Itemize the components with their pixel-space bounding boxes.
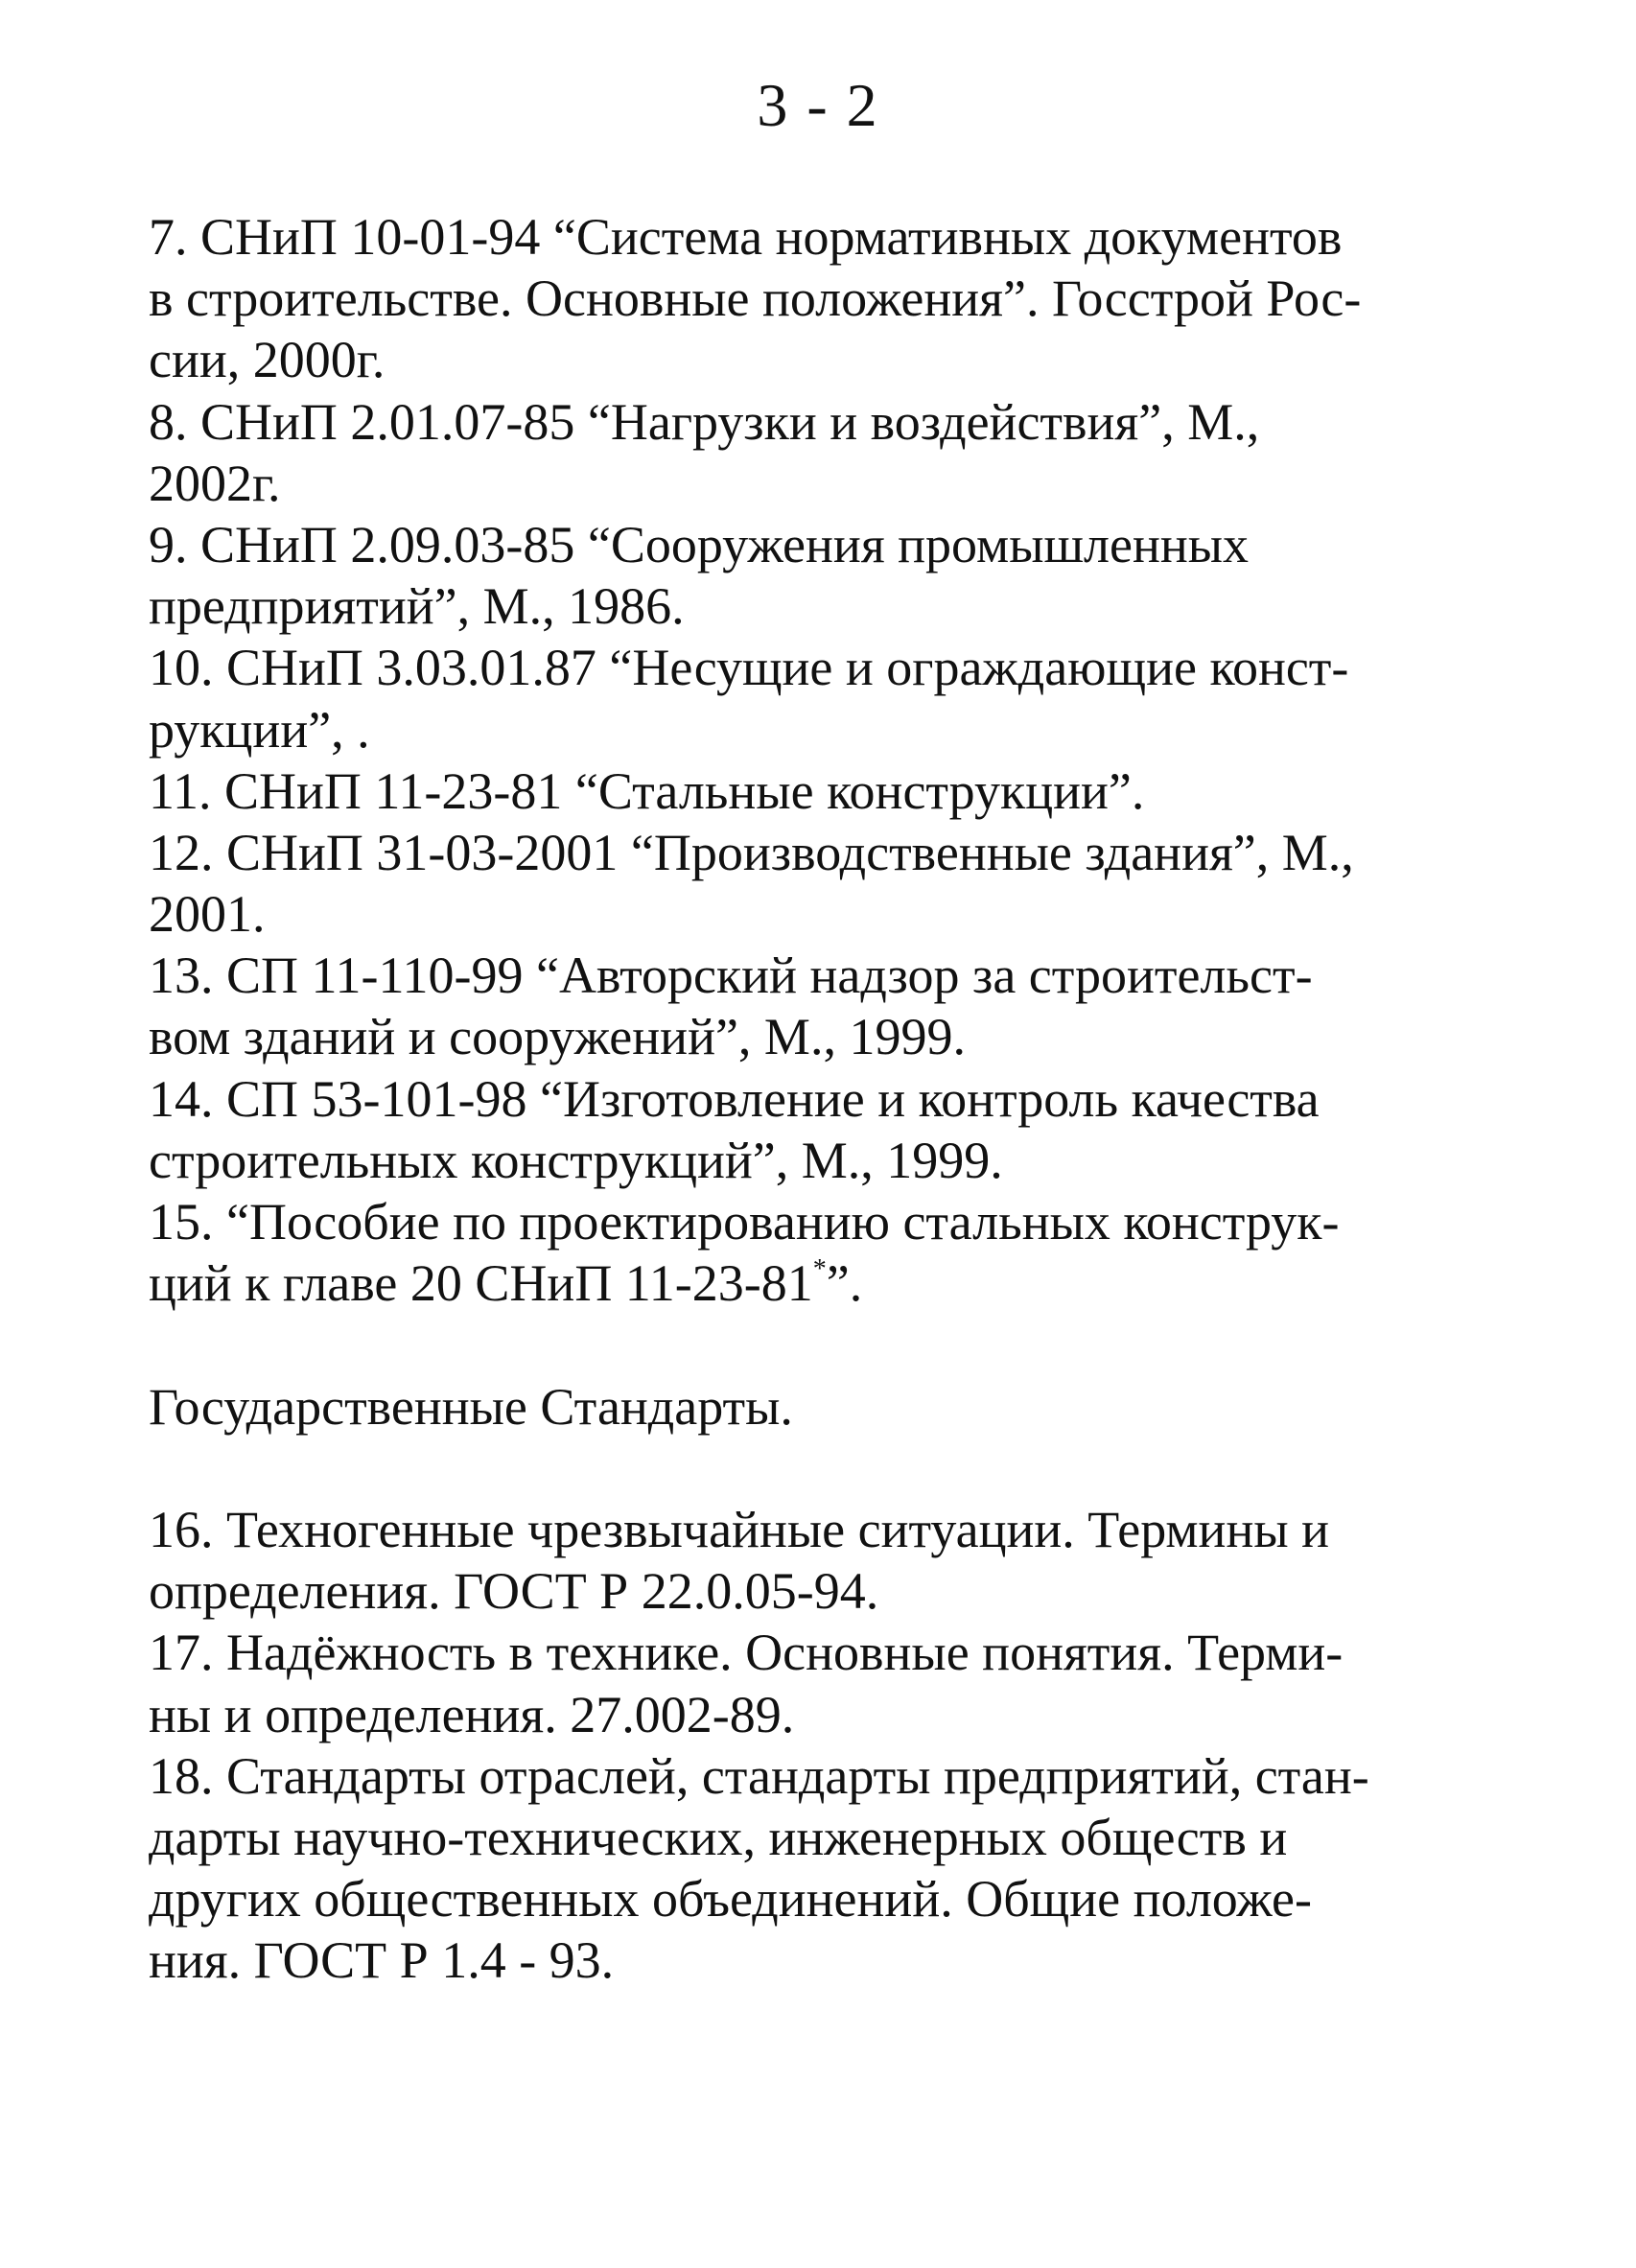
standard-line: 16. Техногенные чрезвычайные ситуации. Термины и bbox=[149, 1500, 1330, 1558]
standard-line: дарты научно-технических, инженерных обществ и bbox=[149, 1808, 1288, 1866]
reference-line: 2002г. bbox=[149, 454, 281, 512]
standard-line: других общественных объединений. Общие положе- bbox=[149, 1870, 1312, 1929]
spacer bbox=[149, 1314, 1472, 1375]
reference-line: 2001. bbox=[149, 885, 266, 944]
reference-line: предприятий”, М., 1986. bbox=[149, 577, 685, 636]
reference-line: вом зданий и сооружений”, М., 1999. bbox=[149, 1008, 966, 1066]
reference-line: 13. СП 11-110-99 “Авторский надзор за строительст- bbox=[149, 947, 1313, 1005]
page-number: 3 - 2 bbox=[757, 71, 879, 139]
reference-line: строительных конструкций”, М., 1999. bbox=[149, 1131, 1003, 1189]
standard-line: 18. Стандарты отраслей, стандарты предприятий, стан- bbox=[149, 1746, 1369, 1805]
reference-line: 15. “Пособие по проектированию стальных конструк- bbox=[149, 1193, 1340, 1251]
reference-list bbox=[149, 206, 1472, 1991]
reference-line: в строительстве. Основные положения”. Госстрой Рос- bbox=[149, 269, 1362, 328]
spacer bbox=[149, 1438, 1472, 1499]
reference-line: 12. СНиП 31-03-2001 “Производственные здания”, М., bbox=[149, 823, 1354, 881]
reference-text: ций к главе 20 СНиП 11-23-81 bbox=[149, 1254, 813, 1313]
reference-line: 7. СНиП 10-01-94 “Система нормативных документов bbox=[149, 208, 1343, 266]
reference-line: сии, 2000г. bbox=[149, 331, 386, 389]
reference-line: 11. СНиП 11-23-81 “Стальные конструкции”. bbox=[149, 761, 1145, 820]
reference-line: 9. СНиП 2.09.03-85 “Сооружения промышленных bbox=[149, 515, 1250, 573]
reference-line: 14. СП 53-101-98 “Изготовление и контроль качества bbox=[149, 1069, 1320, 1128]
reference-line: рукции”, . bbox=[149, 700, 370, 759]
standard-line: ны и определения. 27.002-89. bbox=[149, 1685, 795, 1743]
reference-line: 8. СНиП 2.01.07-85 “Нагрузки и воздействия”, М., bbox=[149, 392, 1260, 451]
standard-line: определения. ГОСТ Р 22.0.05-94. bbox=[149, 1562, 879, 1621]
reference-line-15b bbox=[149, 1252, 1472, 1314]
reference-line: 10. СНиП 3.03.01.87 “Несущие и ограждающие конст- bbox=[149, 639, 1349, 697]
asterisk-superscript: * bbox=[812, 1254, 827, 1285]
standard-line: 17. Надёжность в технике. Основные понятия. Терми- bbox=[149, 1624, 1344, 1682]
reference-text: ”. bbox=[826, 1254, 863, 1313]
standard-line: ния. ГОСТ Р 1.4 - 93. bbox=[149, 1931, 615, 1990]
section-heading: Государственные Стандарты. bbox=[149, 1377, 793, 1436]
